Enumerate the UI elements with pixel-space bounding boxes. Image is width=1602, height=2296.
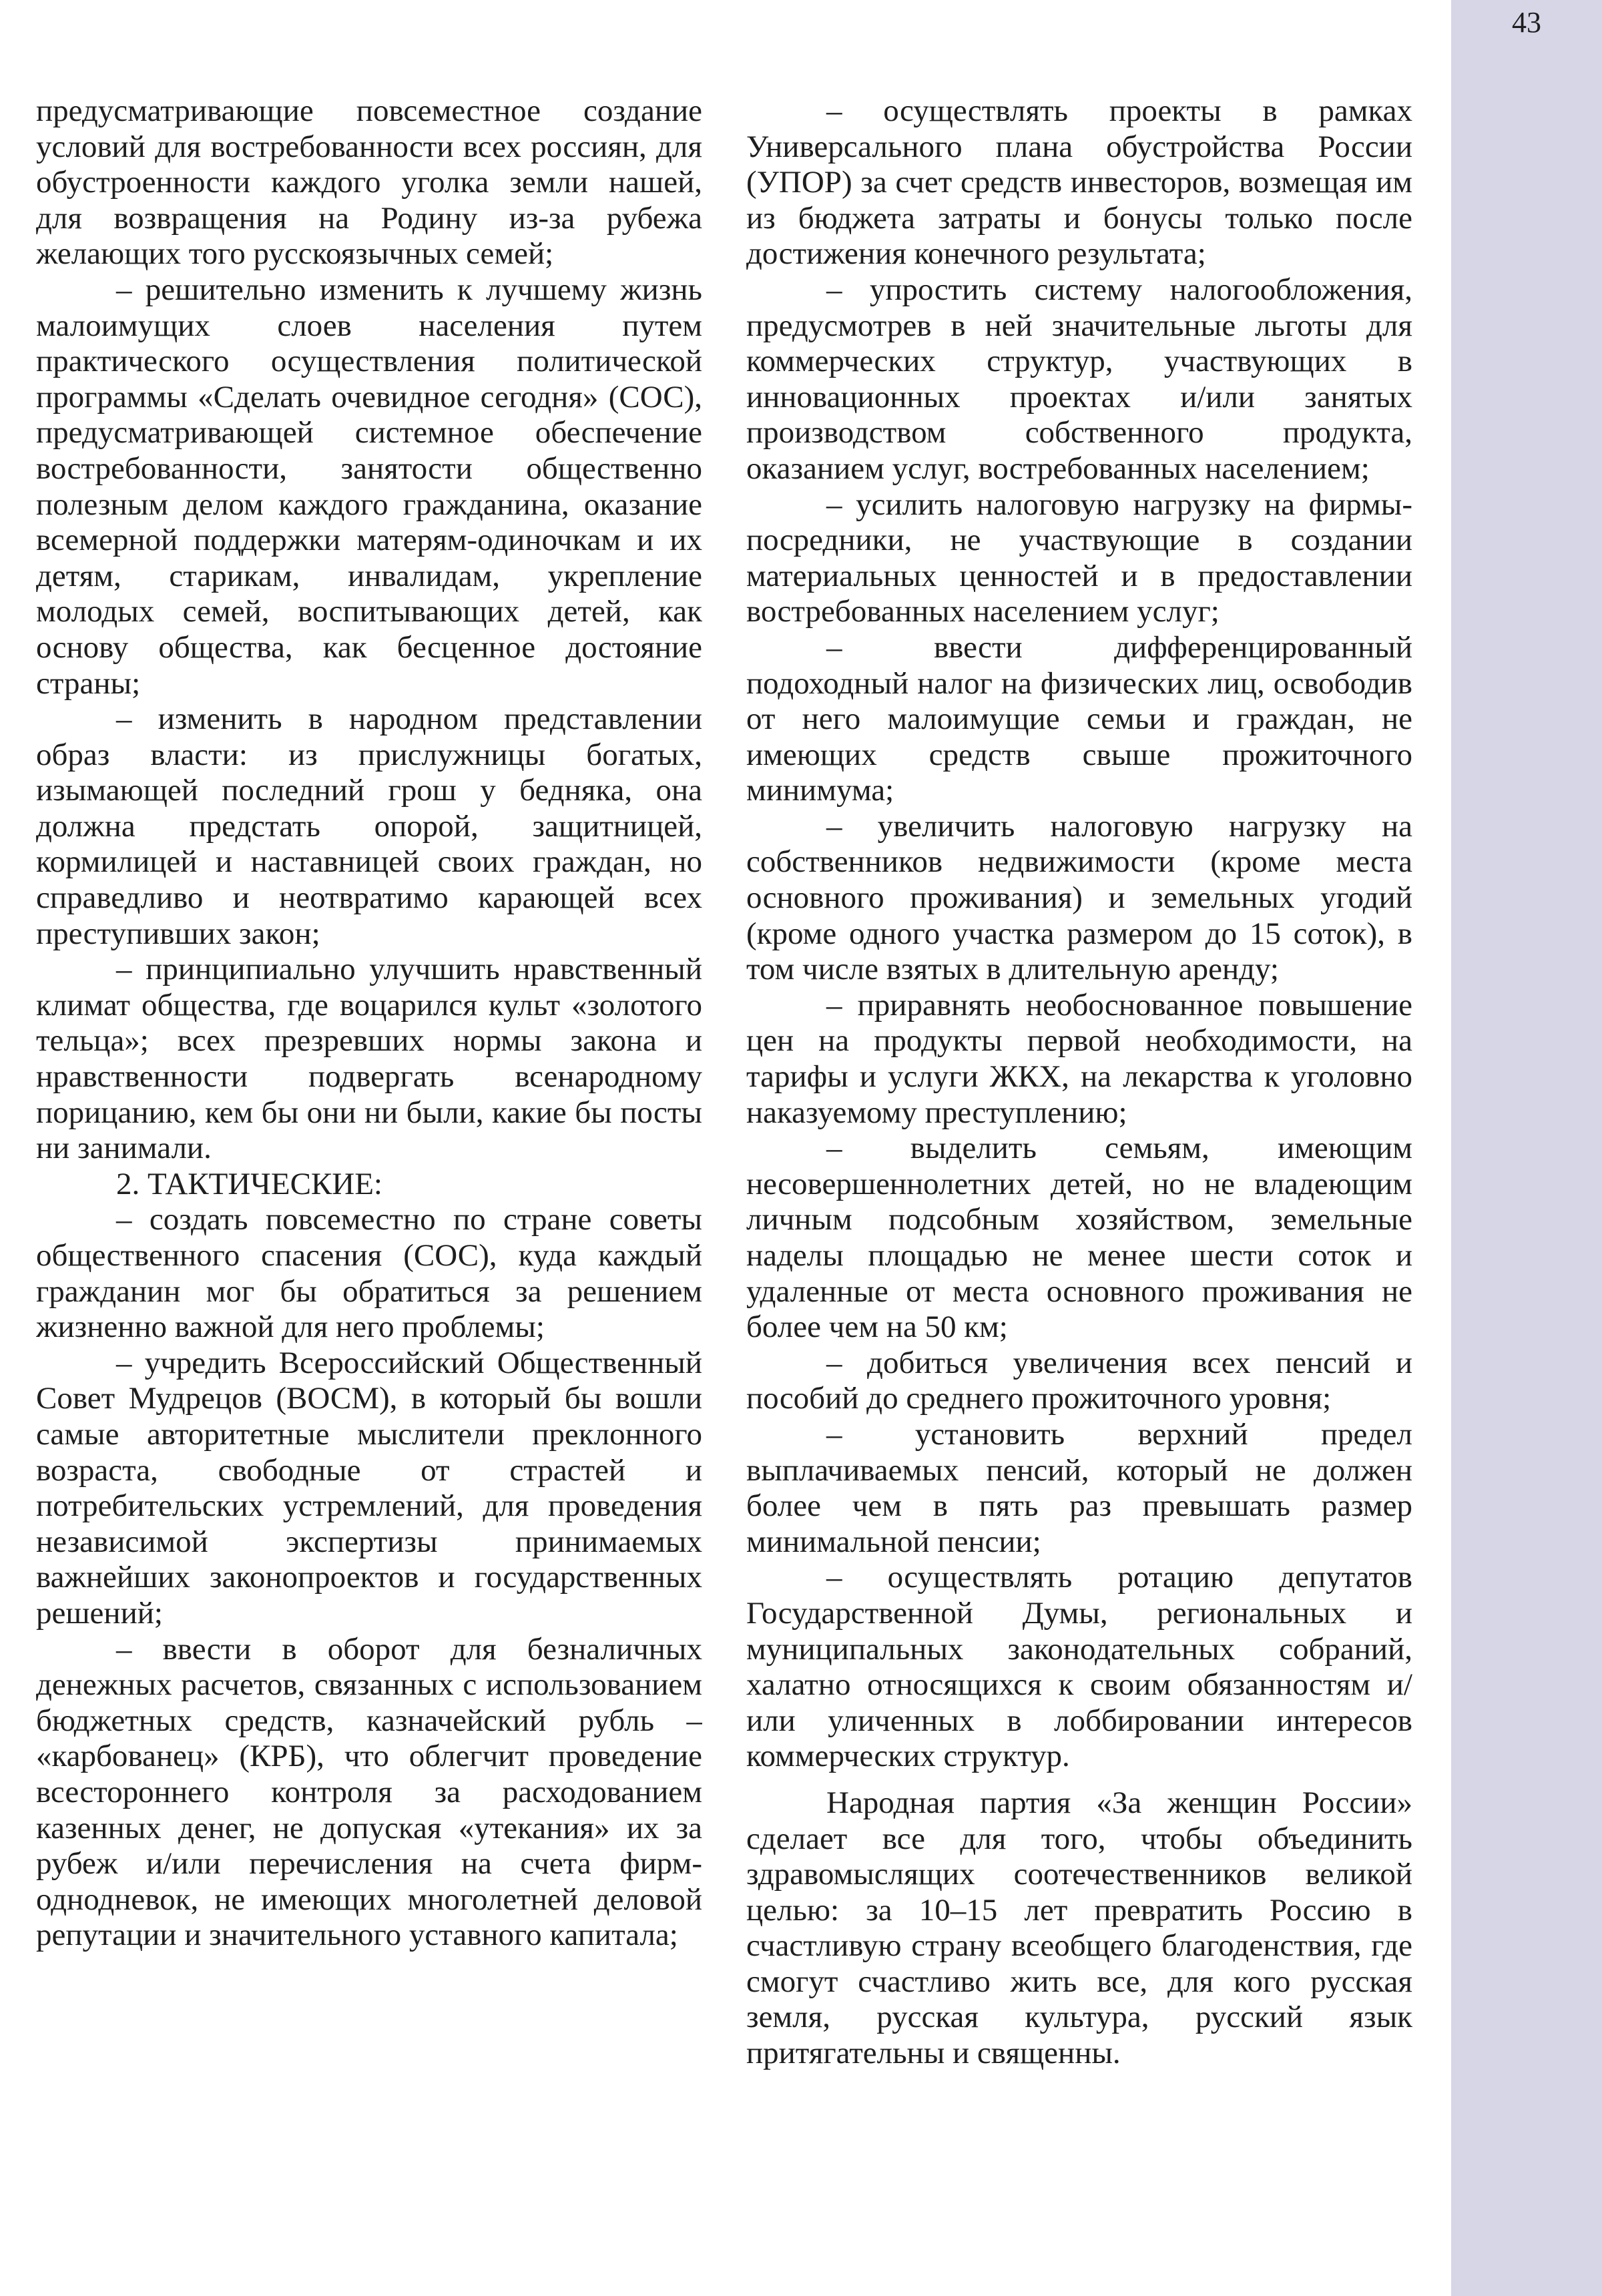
paragraph: – создать повсеместно по стране советы общественного спасения (СОС), куда каждый гражданин мог бы обратиться за решением жизненно важной для него проблемы; bbox=[36, 1202, 702, 1345]
section-heading: 2. ТАКТИЧЕСКИЕ: bbox=[116, 1166, 382, 1201]
page-number: 43 bbox=[1512, 6, 1541, 39]
paragraph: – установить верхний предел выплачиваемых пенсий, который не должен более чем в пять раз превышать размер минимальной пенсии; bbox=[746, 1416, 1412, 1559]
paragraph: – ввести дифференцированный подоходный налог на физических лиц, освободив от него малоимущие семьи и граждан, не имеющих средств свыше прожиточного минимума; bbox=[746, 629, 1412, 808]
right-column bbox=[746, 93, 1412, 2096]
paragraph: – упростить систему налогообложения, предусмотрев в ней значительные льготы для коммерческих структур, участвующих в инновационных проектах и/или занятых производством собственного продукта, оказанием услуг, востребованных населением; bbox=[746, 272, 1412, 486]
paragraph: – учредить Всероссийский Общественный Совет Мудрецов (ВОСМ), в который бы вошли самые авторитетные мыслители преклонного возраста, свободные от страстей и потребительских устремлений, для проведения независимой экспертизы принимаемых важнейших законопроектов и государственных решений; bbox=[36, 1345, 702, 1631]
side-band bbox=[1451, 0, 1602, 2296]
paragraph: – приравнять необоснованное повышение цен на продукты первой необходимости, на тарифы и услуги ЖКХ, на лекарства к уголовно наказуемому преступлению; bbox=[746, 987, 1412, 1130]
paragraph: – ввести в оборот для безналичных денежных расчетов, связанных с использованием бюджетных средств, казначейский рубль – «карбованец» (КРБ), что облегчит проведение всестороннего контроля за расходованием казенных денег, не допуская «утекания» их за рубеж и/или перечисления на счета фирм-однодневок, не имеющих многолетней деловой репутации и значительного уставного капитала; bbox=[36, 1631, 702, 1953]
paragraph: – осуществлять проекты в рамках Универсального плана обустройства России (УПОР) за счет средств инвесторов, возмещая им из бюджета затраты и бонусы только после достижения конечного результата; bbox=[746, 93, 1412, 272]
paragraph: предусматривающие повсеместное создание условий для востребованности всех россиян, для обустроенности каждого уголка земли нашей, для возвращения на Родину из-за рубежа желающих того русскоязычных семей; bbox=[36, 93, 702, 272]
left-column bbox=[36, 93, 702, 2096]
paragraph: – осуществлять ротацию депутатов Государственной Думы, региональных и муниципальных законодательных собраний, халатно относящихся к своим обязанностям и/или уличенных в лоббировании интересов коммерческих структур. bbox=[746, 1560, 1412, 1774]
paragraph: – выделить семьям, имеющим несовершеннолетних детей, но не владеющим личным подсобным хозяйством, земельные наделы площадью не менее шести соток и удаленные от места основного проживания не более чем на 50 км; bbox=[746, 1131, 1412, 1345]
paragraph: – принципиально улучшить нравственный климат общества, где воцарился культ «золотого тельца»; всех презревших нормы закона и нравственности подвергать всенародному порицанию, кем бы они ни были, какие бы посты ни занимали. bbox=[36, 952, 702, 1166]
paragraph: – изменить в народном представлении образ власти: из прислужницы богатых, изымающей последний грош у бедняка, она должна предстать опорой, защитницей, кормилицей и наставницей своих граждан, но справедливо и неотвратимо карающей всех преступивших закон; bbox=[36, 701, 702, 951]
closing-paragraph: Народная партия «За женщин России» сделает все для того, чтобы объединить здравомыслящих соотечественников великой целью: за 10–15 лет превратить Россию в счастливую страну всеобщего благоденствия, где смогут счастливо жить все, для кого русская земля, русская культура, русский язык притягательны и священны. bbox=[746, 1785, 1412, 2071]
paragraph: – увеличить налоговую нагрузку на собственников недвижимости (кроме места основного проживания) и земельных угодий (кроме одного участка размером до 15 соток), в том числе взятых в длительную аренду; bbox=[746, 808, 1412, 987]
paragraph: – решительно изменить к лучшему жизнь малоимущих слоев населения путем практического осуществления политической программы «Сделать очевидное сегодня» (СОС), предусматривающей системное обеспечение востребованности, занятости общественно полезным делом каждого гражданина, оказание всемерной поддержки матерям-одиночкам и их детям, старикам, инвалидам, укрепление молодых семей, воспитывающих детей, как основу общества, как бесценное достояние страны; bbox=[36, 272, 702, 701]
paragraph: – добиться увеличения всех пенсий и пособий до среднего прожиточного уровня; bbox=[746, 1345, 1412, 1416]
paragraph: – усилить налоговую нагрузку на фирмы-посредники, не участвующие в создании материальных ценностей и в предоставлении востребованных населением услуг; bbox=[746, 487, 1412, 629]
